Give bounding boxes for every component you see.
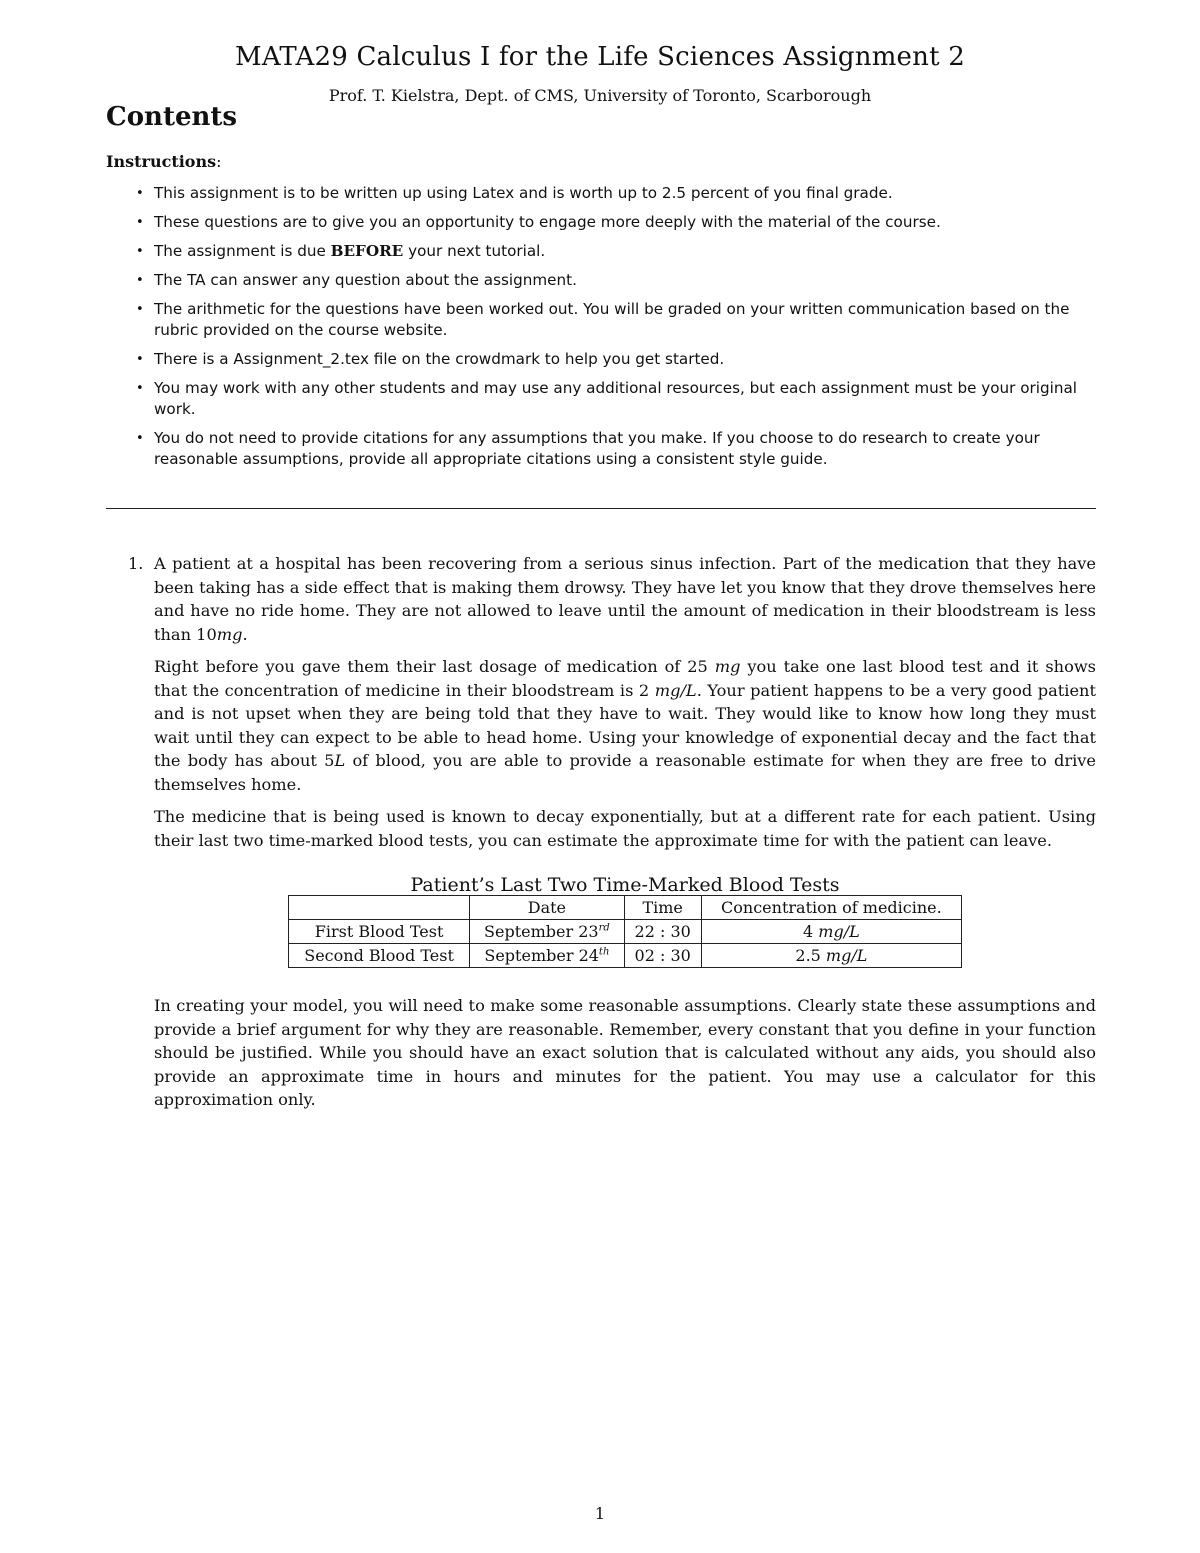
concentration-value: 4 [803, 922, 819, 941]
question-paragraph-2 [154, 655, 1096, 796]
table-row [289, 920, 962, 944]
instructions-colon: : [216, 152, 222, 171]
question-paragraph-1 [154, 552, 1096, 646]
document-title: MATA29 Calculus I for the Life Sciences Assignment 2 [235, 42, 965, 72]
paragraph-text: of blood, you are able to provide a reasonable estimate for when they are free to drive themselves home. [154, 751, 1096, 794]
horizontal-rule [106, 508, 1096, 509]
instruction-item [134, 183, 1096, 204]
row-time: 22 : 30 [624, 920, 701, 944]
row-time: 02 : 30 [624, 944, 701, 968]
instruction-text: The arithmetic for the questions have been worked out. You will be graded on your written communication based on the rubric provided on the course website. [154, 300, 1070, 339]
instruction-text: These questions are to give you an opportunity to engage more deeply with the material of the course. [154, 213, 941, 231]
question-1 [128, 552, 1096, 861]
bullet-icon: • [136, 273, 144, 288]
bullet-icon: • [136, 302, 144, 317]
instruction-text: The assignment is due [154, 242, 331, 260]
instruction-item [134, 212, 1096, 233]
table-header-blank [289, 896, 470, 920]
bullet-icon: • [136, 215, 144, 230]
table-caption: Patient’s Last Two Time-Marked Blood Tests [410, 874, 840, 896]
date-text: September 24 [484, 946, 599, 965]
unit-mg: mg [714, 657, 741, 676]
instructions-heading [106, 152, 222, 171]
concentration-value: 2.5 [795, 946, 826, 965]
blood-test-table [288, 895, 962, 968]
date-text: September 23 [484, 922, 599, 941]
table-header-date: Date [470, 896, 624, 920]
table-header-row [289, 896, 962, 920]
table-header-concentration: Concentration of medicine. [701, 896, 961, 920]
bullet-icon: • [136, 381, 144, 396]
table-row [289, 944, 962, 968]
question-paragraph-4: In creating your model, you will need to make some reasonable assumptions. Clearly state these assumptions and provide a brief argument for why they are reasonable. Remember, every constant that you define in your function should be justified. While you should have an exact solution that is calculated without any aids, you should also provide an approximate time in hours and minutes for the patient. You may use a calculator for this approximation only. [154, 996, 1096, 1109]
author-line: Prof. T. Kielstra, Dept. of CMS, University of Toronto, Scarborough [328, 86, 872, 105]
instruction-item [134, 241, 1096, 262]
bullet-icon: • [136, 244, 144, 259]
instruction-text: This assignment is to be written up using Latex and is worth up to 2.5 percent of you final grade. [154, 184, 893, 202]
table-header-time: Time [624, 896, 701, 920]
paragraph-text: . [242, 624, 248, 644]
blood-test-table-block [288, 873, 962, 968]
question-number: 1. [128, 554, 144, 573]
row-label: Second Blood Test [289, 944, 470, 968]
due-emphasis: BEFORE [330, 242, 404, 260]
row-concentration [701, 920, 961, 944]
instruction-item [134, 378, 1096, 420]
paragraph-text: . Your patient happens to be a very good patient and is not upset when they are being told that they have to wait. They would like to know how long they must wait until they can expect to be able to head home. Using your knowledge of exponential decay and the fact that the body has about 5 [154, 680, 1096, 770]
instruction-text: There is a Assignment_2.tex file on the crowdmark to help you get started. [154, 350, 725, 368]
concentration-unit: mg/L [825, 946, 868, 965]
date-suffix: th [598, 946, 610, 958]
question-body [154, 552, 1096, 852]
row-date [470, 944, 624, 968]
instructions-list [134, 183, 1096, 478]
date-suffix: rd [598, 922, 610, 934]
page-number: 1 [594, 1504, 606, 1523]
paragraph-text: A patient at a hospital has been recovering from a serious sinus infection. Part of the medication that they have been taking has a side effect that is making them drowsy. They have let you know that they drove themselves here and have no ride home. They are not allowed to leave until the amount of medication in their bloodstream is less than 10 [154, 554, 1096, 644]
unit-mg: mg [216, 624, 243, 644]
instruction-item [134, 299, 1096, 341]
bullet-icon: • [136, 186, 144, 201]
concentration-unit: mg/L [818, 922, 860, 941]
row-label: First Blood Test [289, 920, 470, 944]
unit-l: L [334, 751, 346, 770]
instruction-text: The TA can answer any question about the assignment. [154, 271, 577, 289]
row-date [470, 920, 624, 944]
instruction-item [134, 428, 1096, 470]
bullet-icon: • [136, 352, 144, 367]
question-paragraph-3: The medicine that is being used is known to decay exponentially, but at a different rate for each patient. Using their last two time-marked blood tests, you can estimate the approximate time for with the patient can leave. [154, 807, 1096, 850]
instruction-item [134, 270, 1096, 291]
instruction-item [134, 349, 1096, 370]
instructions-label: Instructions [106, 152, 217, 171]
instruction-text: your next tutorial. [403, 242, 546, 260]
paragraph-text: you take one last blood test and it shows that the concentration of medicine in their bloodstream is 2 [154, 657, 1096, 700]
bullet-icon: • [136, 431, 144, 446]
row-concentration [701, 944, 961, 968]
contents-heading: Contents [106, 102, 238, 132]
instruction-text: You do not need to provide citations for any assumptions that you make. If you choose to do research to create your reasonable assumptions, provide all appropriate citations using a consistent style guide. [154, 429, 1040, 468]
paragraph-text: Right before you gave them their last dosage of medication of 25 [154, 657, 715, 676]
instruction-text: You may work with any other students and may use any additional resources, but each assignment must be your original work. [154, 379, 1078, 418]
unit-mg-per-l: mg/L [654, 680, 697, 700]
